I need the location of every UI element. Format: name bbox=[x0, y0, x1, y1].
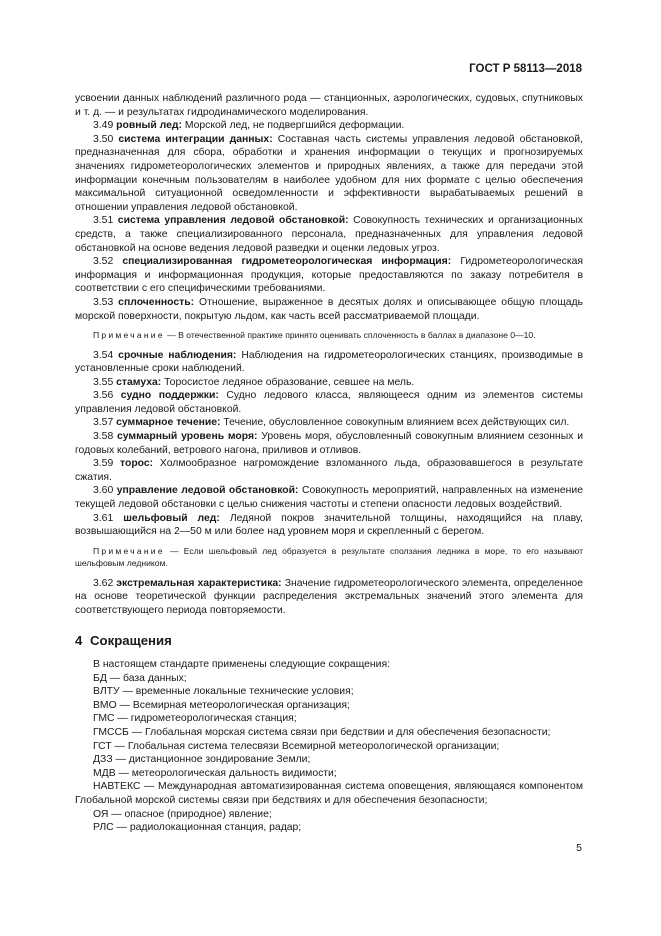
term-definition: Отношение, выраженное в десятых долях и описывающее общую площадь морской поверхности, покрытую льдом, как часть всей рассматриваемой площади. bbox=[75, 296, 583, 322]
term-name: суммарный уровень моря: bbox=[117, 431, 258, 443]
section-title: Сокращения bbox=[90, 633, 172, 649]
term-definition: Значение гидрометеорологического элемента, определенное на основе теоретической функции распределения экстремальных значений этого элемента для соответствующего периода повторяемости. bbox=[75, 577, 583, 616]
term-name: срочные наблюдения: bbox=[118, 349, 237, 361]
term-name: управление ледовой обстановкой: bbox=[116, 485, 299, 497]
term-definition: Судно ледового класса, являющееся одним из элементов системы управления ледовой обстановкой. bbox=[75, 390, 584, 415]
term-name: судно поддержки: bbox=[120, 390, 219, 402]
term-number: 3.50 bbox=[93, 133, 114, 145]
term-name: шельфовый лед: bbox=[123, 512, 220, 524]
term-entry bbox=[75, 512, 583, 539]
note-concentration bbox=[75, 329, 583, 341]
term-entry bbox=[75, 349, 583, 376]
abbreviation-item: РЛС — радиолокационная станция, радар; bbox=[93, 822, 302, 834]
note-label: Примечание bbox=[93, 545, 165, 556]
page-number: 5 bbox=[576, 842, 582, 854]
abbreviation-item: ГСТ — Глобальная система телесвязи Всемирной метеорологической организации; bbox=[93, 740, 500, 752]
note-ice-shelf bbox=[75, 545, 583, 570]
term-name: сплоченность: bbox=[118, 296, 195, 308]
term-entry bbox=[75, 296, 583, 323]
term-name: суммарное течение: bbox=[116, 417, 221, 429]
term-definition: Наблюдения на гидрометеорологических станциях, производимые в установленные сроки наблюдений. bbox=[75, 349, 583, 375]
abbreviation-item: ДЗЗ — дистанционное зондирование Земли; bbox=[93, 754, 311, 766]
abbreviation-item: ГМССБ — Глобальная морская система связи при бедствии и для обеспечения безопасности; bbox=[93, 726, 551, 738]
abbreviation-item: ОЯ — опасное (природное) явление; bbox=[93, 808, 272, 820]
term-number: 3.56 bbox=[93, 390, 114, 402]
abbreviation-list bbox=[75, 672, 583, 835]
term-definition: Течение, обусловленное совокупным влиянием всех действующих сил. bbox=[223, 417, 570, 429]
term-number: 3.57 bbox=[93, 417, 114, 429]
term-entry bbox=[75, 457, 583, 484]
abbreviation-item: БД — база данных; bbox=[93, 672, 187, 684]
term-list-b bbox=[75, 349, 583, 539]
term-number: 3.54 bbox=[93, 349, 114, 361]
term-definition: Гидрометеорологическая информация и информационная продукция, которые предоставляются по заказу потребителя в соответствии с его специфическими требованиями. bbox=[75, 256, 584, 295]
term-entry bbox=[75, 119, 583, 133]
term-definition: Составная часть системы управления ледовой обстановкой, предназначенная для сбора, обработки и хранения информации о текущих и прогнозируемых значениях гидрометеорологических элементов и природных явлениях, а также для передачи этой информации конечным пользователям в наиболее удобном для них формате с целью обеспечения максимальной ситуационной осведомленности и эффективности вырабатываемых решений в отношении управления ледовой обстановкой. bbox=[75, 133, 584, 213]
term-entry bbox=[75, 430, 583, 457]
term-name: торос: bbox=[120, 458, 154, 470]
term-number: 3.52 bbox=[93, 256, 114, 268]
term-number: 3.58 bbox=[93, 431, 114, 443]
abbreviation-item: ВЛТУ — временные локальные технические условия; bbox=[93, 686, 354, 698]
term-name: система интеграции данных: bbox=[118, 133, 273, 145]
term-number: 3.53 bbox=[93, 296, 114, 308]
term-name: специализированная гидрометеорологическая информация: bbox=[122, 256, 452, 268]
term-number: 3.55 bbox=[93, 376, 114, 388]
section-lead: В настоящем стандарте применены следующие сокращения: bbox=[93, 659, 390, 670]
term-entry bbox=[75, 416, 583, 430]
term-list-a bbox=[75, 119, 583, 323]
term-entry bbox=[75, 577, 583, 618]
term-entry bbox=[75, 255, 583, 296]
section-heading bbox=[75, 634, 583, 648]
abbreviation-item: МДВ — метеорологическая дальность видимости; bbox=[93, 767, 337, 779]
term-entry bbox=[75, 389, 583, 416]
page-body bbox=[75, 92, 583, 835]
abbreviation-item: ВМО — Всемирная метеорологическая организация; bbox=[93, 699, 350, 711]
term-number: 3.60 bbox=[93, 485, 114, 497]
note-label: Примечание bbox=[93, 330, 165, 341]
term-name: экстремальная характеристика: bbox=[116, 577, 282, 589]
term-entry bbox=[75, 133, 583, 215]
term-name: стамуха: bbox=[116, 376, 162, 388]
term-definition: Совокупность технических и организационных средств, а также специализированного персонала, предназначенных для управления ледовой обстановкой на основе ведения ледовой разведки и оценки ледовых угроз. bbox=[75, 215, 583, 254]
term-number: 3.59 bbox=[93, 458, 114, 470]
document-id: ГОСТ Р 58113—2018 bbox=[469, 63, 582, 75]
section-number: 4 bbox=[75, 633, 83, 649]
term-definition: Холмообразное нагромождение взломанного льда, образовавшегося в результате сжатия. bbox=[75, 458, 583, 483]
term-definition: Торосистое ледяное образование, севшее на мель. bbox=[164, 376, 415, 388]
term-name: ровный лед: bbox=[116, 120, 182, 132]
term-number: 3.62 bbox=[93, 577, 114, 589]
abbreviation-item: НАВТЕКС — Международная автоматизированная система оповещения, являющаяся компонентом Глобальной морской системы связи при бедствиях и для обеспечения безопасности; bbox=[75, 781, 583, 806]
note-text: — В отечественной практике принято оценивать сплоченность в баллах в диапазоне 0—10. bbox=[167, 330, 536, 341]
term-entry bbox=[75, 484, 583, 511]
note-text: — Если шельфовый лед образуется в результате сползания ледника в море, то его называют шельфовым ледником. bbox=[75, 545, 584, 569]
term-name: система управления ледовой обстановкой: bbox=[117, 215, 349, 227]
continued-paragraph: усвоении данных наблюдений различного рода — станционных, аэрологических, судовых, спутниковых и т. д. — и результатах гидродинамического моделирования. bbox=[75, 93, 583, 118]
term-list-c bbox=[75, 577, 583, 618]
term-number: 3.49 bbox=[93, 120, 114, 132]
term-definition: Морской лед, не подвергшийся деформации. bbox=[184, 120, 405, 132]
term-entry bbox=[75, 214, 583, 255]
term-number: 3.61 bbox=[93, 512, 114, 524]
term-number: 3.51 bbox=[93, 215, 114, 227]
term-entry bbox=[75, 376, 583, 390]
term-definition: Уровень моря, обусловленный совокупным влиянием сезонных и годовых колебаний, ветрового нагона, приливов и отливов. bbox=[75, 431, 583, 456]
term-definition: Ледяной покров значительной толщины, находящийся на плаву, возвышающийся на 2—50 м или более над уровнем моря и скрепленный с берегом. bbox=[75, 512, 583, 538]
abbreviation-item: ГМС — гидрометеорологическая станция; bbox=[93, 713, 297, 725]
term-definition: Совокупность мероприятий, направленных на изменение текущей ледовой обстановки с целью снижения частоты и степени опасности ледовых воздействий. bbox=[75, 485, 584, 511]
